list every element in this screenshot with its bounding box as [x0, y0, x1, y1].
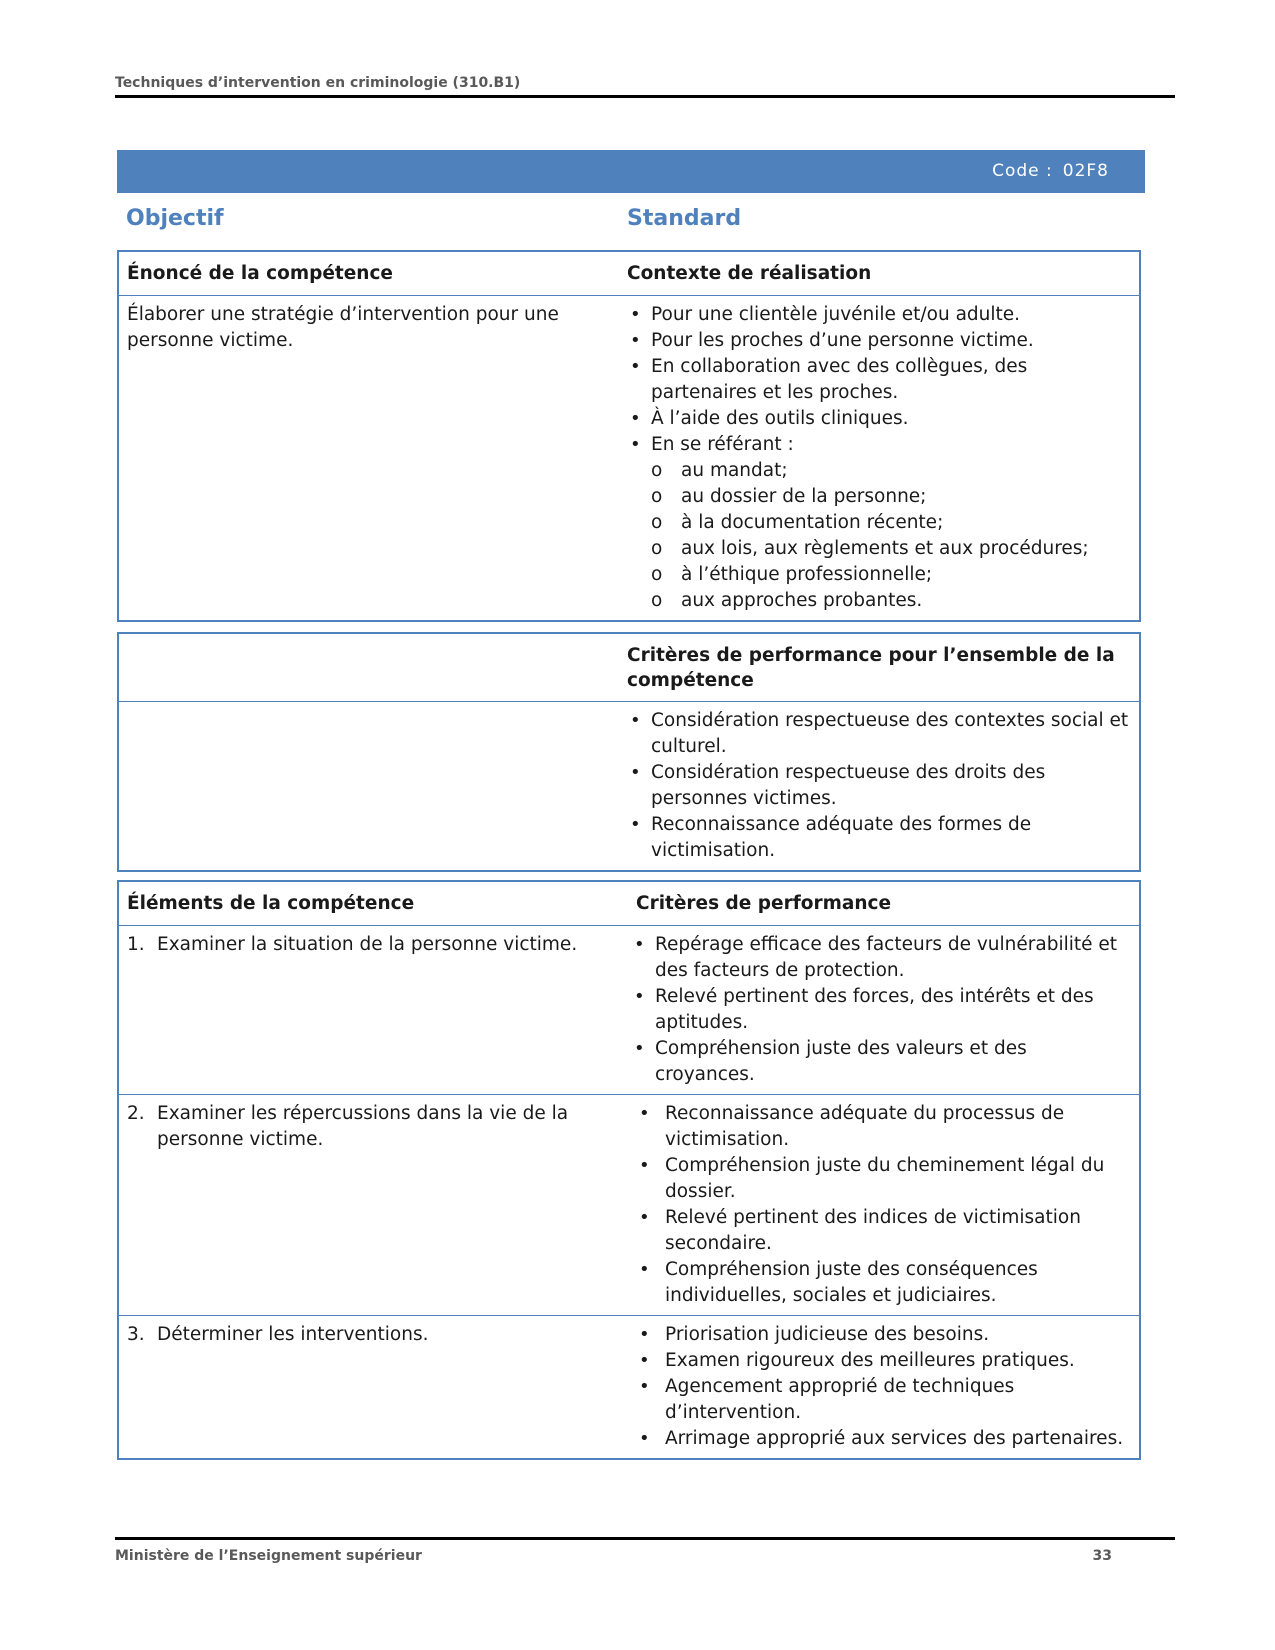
- sub-list-item: o au dossier de la personne;: [651, 484, 1131, 510]
- element-number: 1.: [127, 934, 145, 955]
- list-item: • Relevé pertinent des forces, des intérêts et des aptitudes.: [631, 984, 1131, 1036]
- sub-list-item: o à l’éthique professionnelle;: [651, 562, 1131, 588]
- enonce-header: Énoncé de la compétence: [127, 263, 393, 284]
- objectif-heading: Objectif: [126, 206, 224, 231]
- list-item: • Priorisation judicieuse des besoins.: [631, 1322, 1131, 1348]
- list-item: • Agencement approprié de techniques d’intervention.: [631, 1374, 1131, 1426]
- list-item: • Examen rigoureux des meilleures pratiques.: [631, 1348, 1131, 1374]
- global-criteria-header: Critères de performance pour l’ensemble de la compétence: [627, 645, 1115, 691]
- standard-heading: Standard: [627, 206, 742, 231]
- element-number: 3.: [127, 1324, 145, 1345]
- element-cell: [119, 1316, 619, 1458]
- competency-statement-table: [117, 250, 1141, 622]
- enonce-text: Élaborer une stratégie d’intervention pour une personne victime.: [127, 304, 559, 351]
- elements-table: [117, 880, 1141, 1460]
- empty-header-cell: [119, 634, 619, 701]
- list-item-label: En se référant :: [651, 434, 794, 455]
- code-label: Code :: [992, 161, 1053, 181]
- sub-list-item: o aux lois, aux règlements et aux procédures;: [651, 536, 1131, 562]
- list-item: • Considération respectueuse des contextes social et culturel.: [627, 708, 1131, 760]
- global-criteria-list: [619, 702, 1139, 870]
- element-cell: [119, 1095, 619, 1315]
- list-item: • Reconnaissance adéquate des formes de victimisation.: [627, 812, 1131, 864]
- competency-code: [982, 161, 1109, 181]
- element-text: Examiner la situation de la personne victime.: [157, 934, 578, 955]
- element-cell: [119, 926, 619, 1094]
- list-item: • Repérage efficace des facteurs de vulnérabilité et des facteurs de protection.: [631, 932, 1131, 984]
- list-item: [627, 432, 1131, 614]
- list-item: • Pour une clientèle juvénile et/ou adulte.: [627, 302, 1131, 328]
- table-row: [119, 925, 1139, 1094]
- list-item: • Pour les proches d’une personne victime.: [627, 328, 1131, 354]
- list-item: • Compréhension juste du cheminement légal du dossier.: [631, 1153, 1131, 1205]
- contexte-list: [619, 296, 1139, 620]
- list-item: • Arrimage approprié aux services des partenaires.: [631, 1426, 1131, 1452]
- global-criteria-table: [117, 632, 1141, 872]
- table-row: [119, 701, 1139, 870]
- criteria-cell: [619, 926, 1139, 1094]
- page-number: 33: [1092, 1548, 1112, 1564]
- program-title: Techniques d’intervention en criminologie (310.B1): [115, 75, 521, 91]
- sub-list-item: o à la documentation récente;: [651, 510, 1131, 536]
- list-item: • Compréhension juste des valeurs et des croyances.: [631, 1036, 1131, 1088]
- sub-list: [651, 458, 1131, 614]
- criteria-cell: [619, 1095, 1139, 1315]
- ministry-name: Ministère de l’Enseignement supérieur: [115, 1548, 422, 1564]
- page-header: [115, 72, 1175, 98]
- table-header-row: [119, 882, 1139, 925]
- sub-list-item: o aux approches probantes.: [651, 588, 1131, 614]
- element-text: Examiner les répercussions dans la vie de la personne victime.: [157, 1103, 569, 1150]
- list-item: • À l’aide des outils cliniques.: [627, 406, 1131, 432]
- page-footer: [115, 1537, 1175, 1564]
- contexte-header: Contexte de réalisation: [627, 263, 872, 284]
- code-value: 02F8: [1062, 161, 1109, 181]
- table-row: [119, 1094, 1139, 1315]
- code-bar: [117, 150, 1145, 193]
- criteria-cell: [619, 1316, 1139, 1458]
- criteria-header: Critères de performance: [636, 893, 892, 914]
- empty-cell: [119, 702, 619, 870]
- list-item: • Relevé pertinent des indices de victimisation secondaire.: [631, 1205, 1131, 1257]
- elements-header: Éléments de la compétence: [127, 893, 415, 914]
- list-item: • Considération respectueuse des droits des personnes victimes.: [627, 760, 1131, 812]
- sub-list-item: o au mandat;: [651, 458, 1131, 484]
- list-item: • Compréhension juste des conséquences individuelles, sociales et judiciaires.: [631, 1257, 1131, 1309]
- table-row: [119, 1315, 1139, 1458]
- table-row: [119, 295, 1139, 620]
- list-item: • Reconnaissance adéquate du processus de victimisation.: [631, 1101, 1131, 1153]
- element-text: Déterminer les interventions.: [157, 1324, 429, 1345]
- table-header-row: [119, 252, 1139, 295]
- table-header-row: [119, 634, 1139, 701]
- element-number: 2.: [127, 1103, 145, 1124]
- list-item: • En collaboration avec des collègues, des partenaires et les proches.: [627, 354, 1131, 406]
